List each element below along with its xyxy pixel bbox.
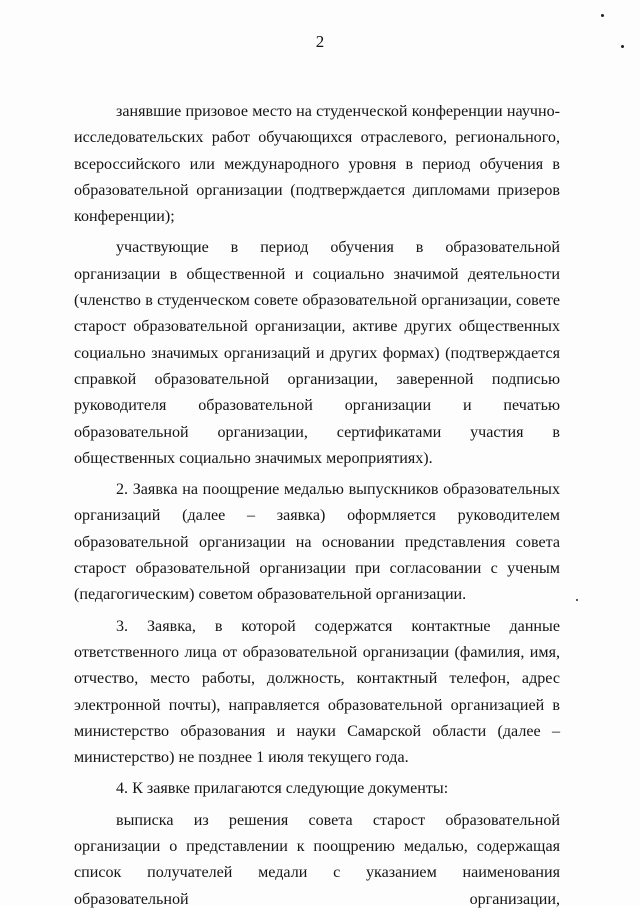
paragraph: участвующие в период обучения в образовательной организации в общественной и социально значимой деятельности (членство в студенческом совете образовательной организации, совете старост образовательной организации, активе других общественных социально значимых организаций и других формах) (подтверждается справкой образовательной организации, заверенной подписью руководителя образовательной организации и печатью образовательной организации, сертификатами участия в общественных социально значимых мероприятиях). — [74, 239, 560, 467]
scan-speck — [576, 599, 578, 601]
paragraph: занявшие призовое место на студенческой конференции научно-исследовательских работ обучающихся отраслевого, регионального, всероссийского или международного уровня в период обучения в образовательной организации (подтверждается дипломами призеров конференции); — [74, 103, 560, 226]
paragraph: 3. Заявка, в которой содержатся контактные данные ответственного лица от образовательной организации (фамилия, имя, отчество, место работы, должность, контактный телефон, адрес электронной почты), направляется образовательной организацией в министерство образования и науки Самарской области (далее – министерство) не позднее 1 июля текущего года. — [74, 617, 560, 767]
scan-speck — [621, 45, 624, 48]
document-body — [74, 99, 560, 913]
paragraph: 2. Заявка на поощрение медалью выпускников образовательных организаций (далее – заявка) оформляется руководителем образовательной организации на основании представления совета старост образовательной организации при согласовании с ученым (педагогическим) советом образовательной организации. — [74, 481, 560, 604]
paragraph: 4. К заявке прилагаются следующие документы: — [116, 780, 449, 798]
scan-speck — [601, 14, 604, 17]
paragraph: выписка из решения совета старост образовательной организации о представлении к поощрению медалью, содержащая список получателей медали с указанием наименования образовательной организации, — [74, 811, 560, 908]
page-number: 2 — [315, 32, 325, 51]
